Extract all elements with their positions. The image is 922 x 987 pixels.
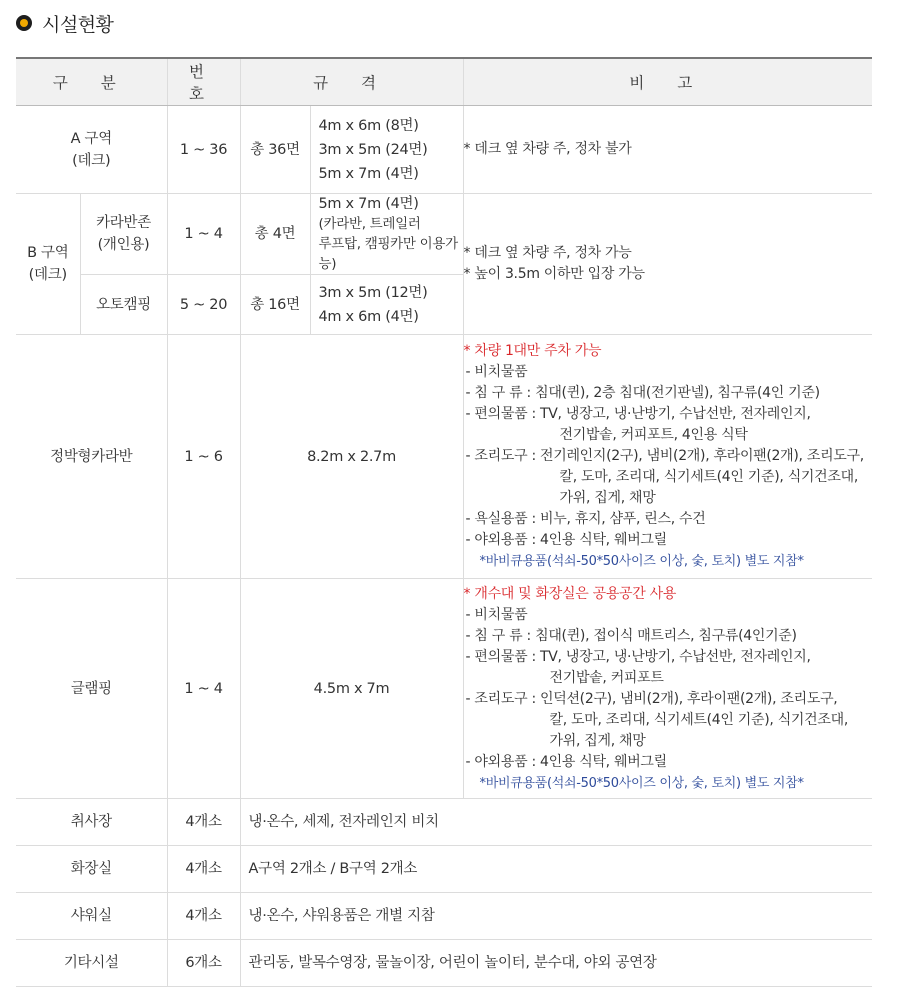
zone-b-name: B 구역 (데크) <box>16 194 80 335</box>
glamping-note: * 개수대 및 화장실은 공용공간 사용 - 비치물품 - 침 구 류 : 침대(퀸), 접이식 매트리스, 침구류(4인기준) - 편의물품 : TV, 냉장고, 냉·난방기, 수납선반, 전자레인지, 전기밥솥, 커피포트 - 조리도구 : 인덕션(2구), 냄비(2개), 후라이팬(2개), 조리도구, 칼, 도마, 조리대, 식기세트(4인 기준), 식기건조대, 가위, 집게, 채망 - 야외용품 : 4인용 식탁, 웨버그릴 *바비큐용품(석쇠-50*50사이즈 이상, 숯, 토치) 별도 지참* <box>463 579 872 799</box>
table-row-restroom <box>16 846 872 893</box>
caravan-stay-note: * 차량 1대만 주차 가능 - 비치물품 - 침 구 류 : 침대(퀸), 2층 침대(전기판넬), 침구류(4인 기준) - 편의물품 : TV, 냉장고, 냉·난방기, 수납선반, 전자레인지, 전기밥솥, 커피포트, 4인용 식탁 - 조리도구 : 전기레인지(2구), 냄비(2개), 후라이팬(2개), 조리도구, 칼, 도마, 조리대, 식기세트(4인 기준), 식기건조대, 가위, 집게, 채망 - 욕실용품 : 비누, 휴지, 샴푸, 린스, 수건 - 야외용품 : 4인용 식탁, 웨버그릴 *바비큐용품(석쇠-50*50사이즈 이상, 숯, 토치) 별도 지참* <box>463 335 872 579</box>
header-spec: 규 격 <box>240 58 463 106</box>
caravan-stay-note-red: * 차량 1대만 주차 가능 <box>463 343 602 359</box>
table-row-zone-a <box>16 106 872 194</box>
others-desc: 냉·온수, 세제, 전자레인지 비치 <box>240 799 872 846</box>
caravan-stay-number: 1 ~ 6 <box>167 335 240 579</box>
zone-b-caravan-number: 1 ~ 4 <box>167 194 240 275</box>
others-count: 6개소 <box>167 940 240 987</box>
caravan-stay-name: 정박형카라반 <box>16 335 167 579</box>
glamping-note-blue: *바비큐용품(석쇠-50*50사이즈 이상, 숯, 토치) 별도 지참* <box>479 775 804 791</box>
header-row <box>16 58 872 106</box>
table-row-glamping <box>16 579 872 799</box>
section-title-text: 시설현황 <box>42 13 114 36</box>
others-count: 4개소 <box>167 799 240 846</box>
others-name: 샤워실 <box>16 893 167 940</box>
zone-a-number: 1 ~ 36 <box>167 106 240 194</box>
others-count: 4개소 <box>167 846 240 893</box>
glamping-note-red: * 개수대 및 화장실은 공용공간 사용 <box>463 585 677 602</box>
header-category: 구 분 <box>16 58 167 106</box>
zone-b-caravan-total: 총 4면 <box>240 194 310 275</box>
zone-a-note: * 데크 옆 차량 주, 정차 불가 <box>463 106 872 194</box>
zone-b-autocamp-number: 5 ~ 20 <box>167 275 240 335</box>
header-number: 번 호 <box>167 58 240 106</box>
glamping-name: 글램핑 <box>16 579 167 799</box>
zone-b-autocamp-specs: 3m x 5m (12면) 4m x 6m (4면) <box>310 275 463 335</box>
circle-bullet-icon <box>16 15 32 31</box>
others-desc: A구역 2개소 / B구역 2개소 <box>240 846 872 893</box>
table-row-etc <box>16 940 872 987</box>
others-desc: 냉·온수, 샤워용품은 개별 지참 <box>240 893 872 940</box>
table-row-caravan-stay <box>16 335 872 579</box>
zone-b-autocamp-name: 오토캠핑 <box>80 275 167 335</box>
table-row-shower <box>16 893 872 940</box>
zone-b-caravan-name: 카라반존 (개인용) <box>80 194 167 275</box>
zone-a-specs: 4m x 6m (8면) 3m x 5m (24면) 5m x 7m (4면) <box>310 106 463 194</box>
zone-a-total: 총 36면 <box>240 106 310 194</box>
table-row-zone-b-caravan <box>16 194 872 275</box>
others-name: 화장실 <box>16 846 167 893</box>
zone-b-note: * 데크 옆 차량 주, 정차 가능 * 높이 3.5m 이하만 입장 가능 <box>463 194 872 335</box>
caravan-stay-note-blue: *바비큐용품(석쇠-50*50사이즈 이상, 숯, 토치) 별도 지참* <box>479 554 804 569</box>
glamping-number: 1 ~ 4 <box>167 579 240 799</box>
zone-b-caravan-specs: 5m x 7m (4면) (카라반, 트레일러 루프탑, 캠핑카만 이용가능) <box>310 194 463 275</box>
section-title <box>16 10 113 36</box>
facility-table <box>16 57 872 987</box>
others-name: 기타시설 <box>16 940 167 987</box>
others-count: 4개소 <box>167 893 240 940</box>
zone-a-name: A 구역 (데크) <box>16 106 167 194</box>
caravan-stay-spec: 8.2m x 2.7m <box>240 335 463 579</box>
header-note: 비 고 <box>463 58 872 106</box>
others-desc: 관리동, 발목수영장, 물놀이장, 어린이 놀이터, 분수대, 야외 공연장 <box>240 940 872 987</box>
zone-b-autocamp-total: 총 16면 <box>240 275 310 335</box>
table-row-kitchen <box>16 799 872 846</box>
glamping-spec: 4.5m x 7m <box>240 579 463 799</box>
others-name: 취사장 <box>16 799 167 846</box>
